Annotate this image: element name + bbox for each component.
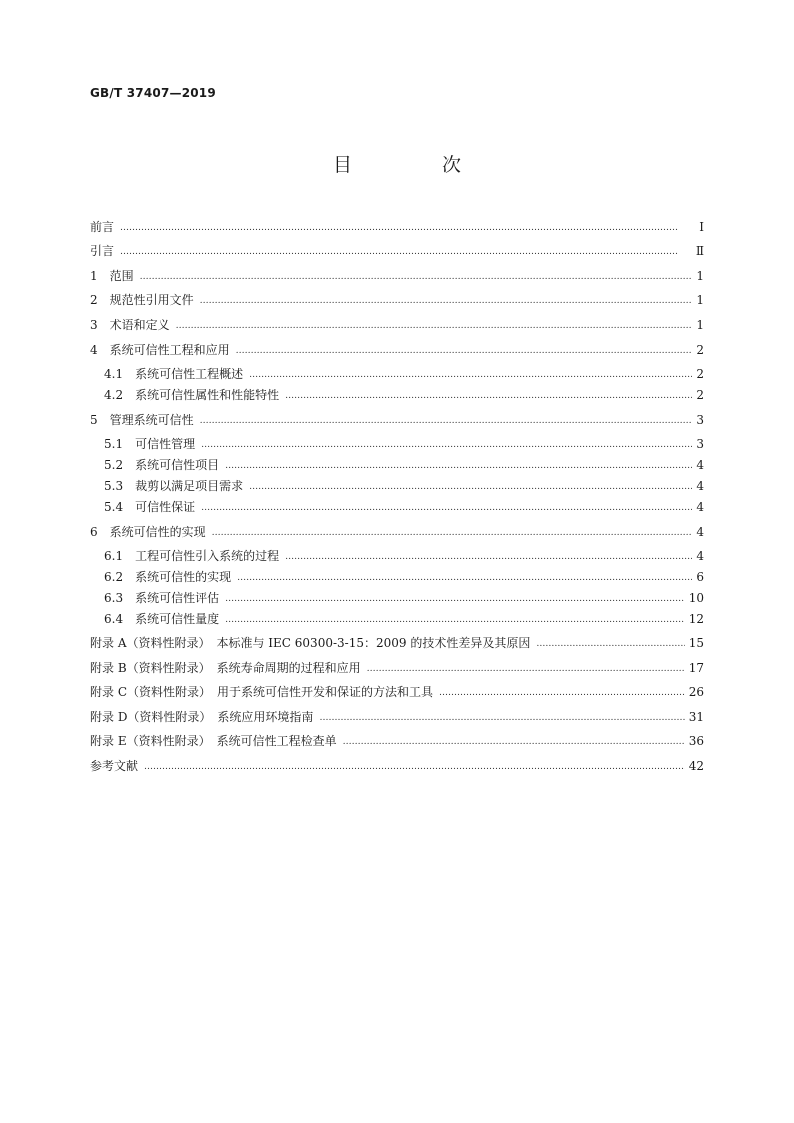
toc-entry-label: 6.1 工程可信性引入系统的过程: [104, 549, 280, 563]
toc-leader-dots: [319, 709, 684, 723]
toc-entry[interactable]: [90, 291, 704, 308]
toc-entry-page: 12: [688, 612, 704, 626]
toc-entry-label: 附录 B（资料性附录） 系统寿命周期的过程和应用: [90, 661, 361, 675]
toc-leader-dots: [225, 590, 685, 604]
toc-entry-page: 1: [696, 318, 704, 332]
toc-leader-dots: [200, 412, 693, 426]
toc-leader-dots: [237, 569, 692, 583]
toc-leader-dots: [200, 292, 693, 306]
toc-entry[interactable]: [90, 547, 704, 564]
toc-entry-label: 附录 E（资料性附录） 系统可信性工程检查单: [90, 734, 337, 748]
toc-entry[interactable]: [90, 386, 704, 403]
toc-entry-page: 4: [696, 500, 704, 514]
toc-entry-label: 1 范围: [90, 269, 134, 283]
toc-entry[interactable]: [90, 218, 704, 235]
toc-leader-dots: [201, 436, 692, 450]
toc-leader-dots: [225, 611, 685, 625]
toc-entry[interactable]: [90, 242, 704, 259]
toc-entry[interactable]: [90, 435, 704, 452]
toc-entry-page: Ⅰ: [699, 220, 704, 234]
toc-entry-label: 附录 A（资料性附录） 本标准与 IEC 60300-3-15：2009 的技术性差异及其原因: [90, 636, 531, 650]
toc-entry-label: 5.3 裁剪以满足项目需求: [104, 479, 244, 493]
toc-entry-label: 5.1 可信性管理: [104, 437, 196, 451]
toc-leader-dots: [285, 387, 692, 401]
toc-leader-dots: [536, 635, 684, 649]
toc-entry-page: 15: [688, 636, 704, 650]
toc-leader-dots: [236, 342, 693, 356]
toc-entry-page: 1: [696, 293, 704, 307]
toc-leader-dots: [343, 733, 685, 747]
toc-entry[interactable]: [90, 683, 704, 700]
toc-entry-label: 4.1 系统可信性工程概述: [104, 367, 244, 381]
toc-entry[interactable]: [90, 477, 704, 494]
toc-leader-dots: [367, 660, 685, 674]
toc-entry[interactable]: [90, 610, 704, 627]
toc-entry-page: 17: [688, 661, 704, 675]
toc-entry-page: Ⅱ: [695, 244, 704, 258]
toc-entry-page: 2: [696, 367, 704, 381]
toc-entry-page: 26: [688, 685, 704, 699]
toc-entry-label: 2 规范性引用文件: [90, 293, 194, 307]
toc-entry-label: 5 管理系统可信性: [90, 413, 194, 427]
toc-entry[interactable]: [90, 267, 704, 284]
toc-entry[interactable]: [90, 411, 704, 428]
toc-leader-dots: [249, 478, 692, 492]
toc-entry[interactable]: [90, 568, 704, 585]
toc-leader-dots: [120, 243, 692, 257]
toc-leader-dots: [140, 268, 693, 282]
toc-entry-page: 36: [688, 734, 704, 748]
standard-code: GB/T 37407—2019: [90, 86, 216, 100]
toc-entry[interactable]: [90, 316, 704, 333]
toc-leader-dots: [439, 684, 685, 698]
toc-entry-page: 3: [696, 437, 704, 451]
toc-entry-label: 4.2 系统可信性属性和性能特性: [104, 388, 280, 402]
toc-leader-dots: [176, 317, 693, 331]
toc-entry[interactable]: [90, 589, 704, 606]
toc-entry-label: 5.4 可信性保证: [104, 500, 196, 514]
toc-entry-page: 3: [696, 413, 704, 427]
toc-entry-label: 参考文献: [90, 759, 139, 773]
toc-entry-page: 10: [688, 591, 704, 605]
toc-leader-dots: [120, 219, 695, 233]
toc-entry[interactable]: [90, 659, 704, 676]
toc-leader-dots: [212, 524, 693, 538]
toc-entry-page: 2: [696, 388, 704, 402]
toc-entry[interactable]: [90, 523, 704, 540]
toc-entry-label: 5.2 系统可信性项目: [104, 458, 220, 472]
toc-entry-page: 2: [696, 343, 704, 357]
toc-entry[interactable]: [90, 456, 704, 473]
toc-entry-page: 31: [688, 710, 704, 724]
toc-entry-label: 6.4 系统可信性量度: [104, 612, 220, 626]
toc-leader-dots: [249, 366, 692, 380]
toc-entry[interactable]: [90, 498, 704, 515]
toc-entry-label: 6.3 系统可信性评估: [104, 591, 220, 605]
toc-entry[interactable]: [90, 365, 704, 382]
toc-title: 目 次: [332, 154, 504, 176]
toc-leader-dots: [144, 758, 685, 772]
toc-entry[interactable]: [90, 757, 704, 774]
toc-entry-label: 引言: [90, 244, 115, 258]
toc-entry-page: 4: [696, 458, 704, 472]
toc-entry-label: 6.2 系统可信性的实现: [104, 570, 232, 584]
toc-entry-page: 4: [696, 479, 704, 493]
toc-entry-label: 附录 D（资料性附录） 系统应用环境指南: [90, 710, 314, 724]
toc-entry-page: 42: [688, 759, 704, 773]
toc-entry-label: 前言: [90, 220, 115, 234]
toc-entry[interactable]: [90, 341, 704, 358]
toc-entry-page: 1: [696, 269, 704, 283]
toc-entry[interactable]: [90, 634, 704, 651]
toc-entry-label: 附录 C（资料性附录） 用于系统可信性开发和保证的方法和工具: [90, 685, 433, 699]
toc-entry-label: 3 术语和定义: [90, 318, 170, 332]
toc-leader-dots: [285, 548, 692, 562]
toc-entry[interactable]: [90, 732, 704, 749]
toc-entry[interactable]: [90, 708, 704, 725]
toc-entry-label: 4 系统可信性工程和应用: [90, 343, 230, 357]
toc-entry-label: 6 系统可信性的实现: [90, 525, 206, 539]
toc-entry-page: 4: [696, 525, 704, 539]
toc-entry-page: 6: [696, 570, 704, 584]
toc-entry-page: 4: [696, 549, 704, 563]
toc-leader-dots: [201, 499, 692, 513]
toc-leader-dots: [225, 457, 692, 471]
